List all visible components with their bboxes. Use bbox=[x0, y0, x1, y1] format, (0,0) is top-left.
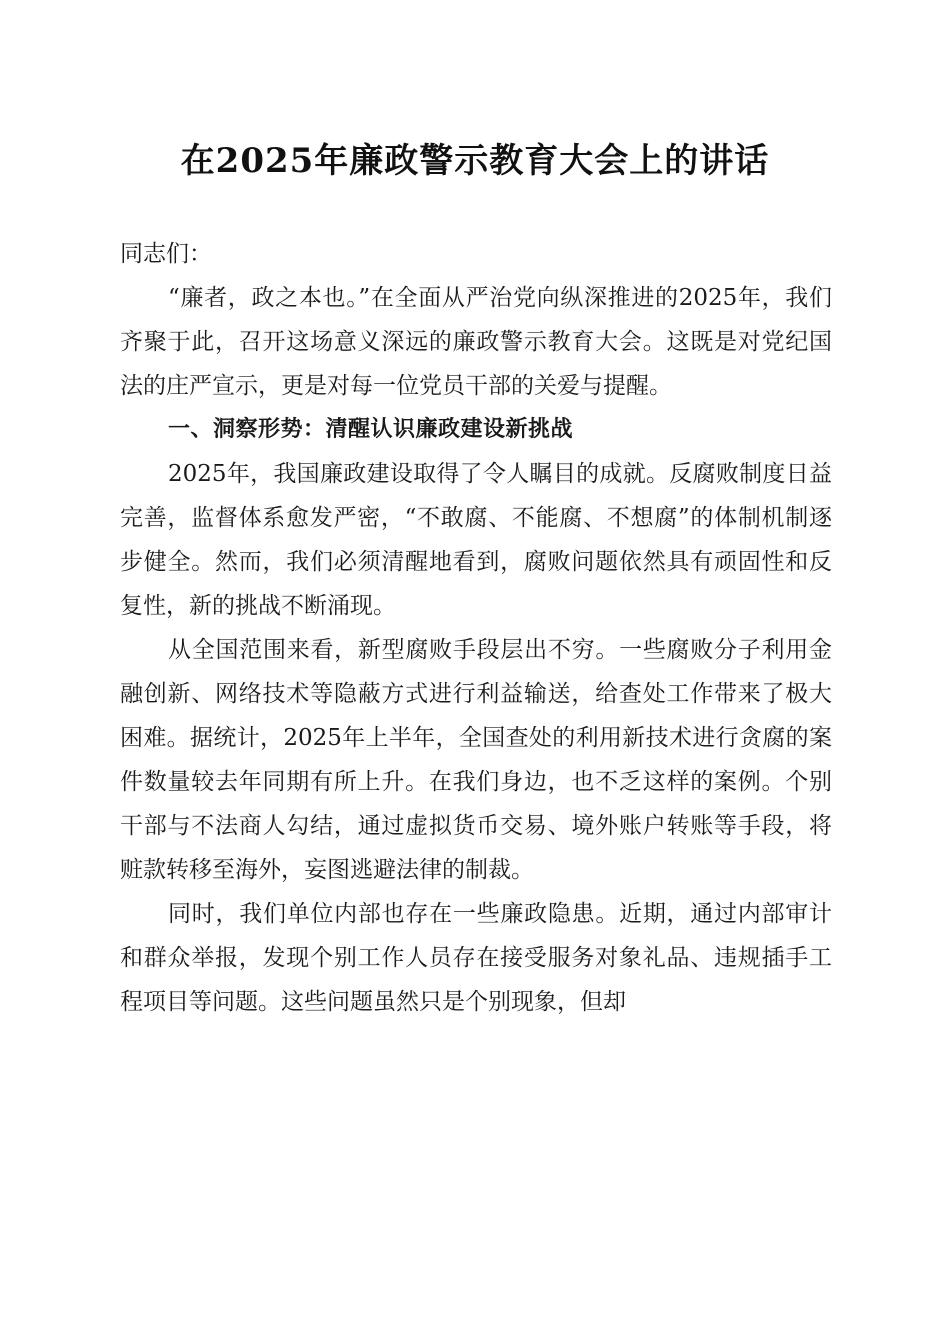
paragraph-intro: “廉者，政之本也。”在全面从严治党向纵深推进的2025年，我们齐聚于此，召开这场意义深远的廉政警示教育大会。这既是对党纪国法的庄严宣示，更是对每一位党员干部的关爱与提醒。 bbox=[120, 285, 832, 399]
paragraph-achievements: 2025年，我国廉政建设取得了令人瞩目的成就。反腐败制度日益完善，监督体系愈发严密，“不敢腐、不能腐、不想腐”的体制机制逐步健全。然而，我们必须清醒地看到，腐败问题依然具有顽固性和反复性，新的挑战不断涌现。 bbox=[120, 461, 832, 619]
paragraph-national-situation: 从全国范围来看，新型腐败手段层出不穷。一些腐败分子利用金融创新、网络技术等隐蔽方式进行利益输送，给查处工作带来了极大困难。据统计，2025年上半年，全国查处的利用新技术进行贪腐的案件数量较去年同期有所上升。在我们身边，也不乏这样的案例。个别干部与不法商人勾结，通过虚拟货币交易、境外账户转账等手段，将赃款转移至海外，妄图逃避法律的制裁。 bbox=[120, 637, 832, 883]
section-heading-1: 一、洞察形势：清醒认识廉政建设新挑战 bbox=[168, 417, 574, 442]
paragraph-internal-risks: 同时，我们单位内部也存在一些廉政隐患。近期，通过内部审计和群众举报，发现个别工作人员存在接受服务对象礼品、违规插手工程项目等问题。这些问题虽然只是个别现象，但却 bbox=[120, 901, 832, 1015]
document-body bbox=[120, 232, 832, 1024]
document-title: 在2025年廉政警示教育大会上的讲话 bbox=[180, 141, 770, 181]
greeting: 同志们： bbox=[120, 241, 212, 267]
